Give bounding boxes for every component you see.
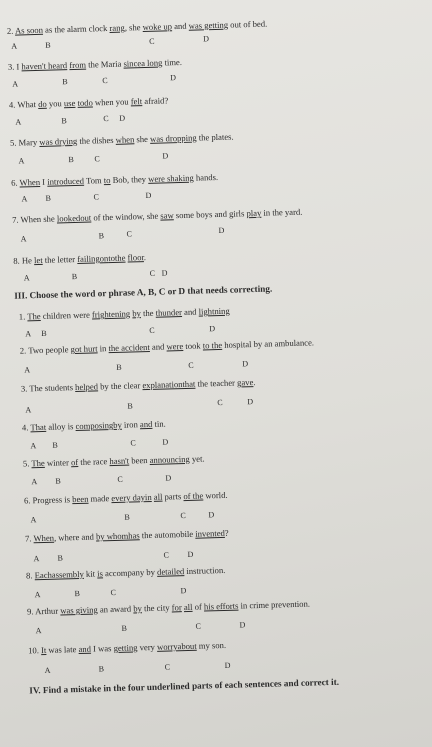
sentence-text: I was: [90, 643, 114, 654]
underlined-part: was drying: [39, 135, 78, 147]
underlined-part: when: [115, 134, 135, 145]
underlined-part: That: [30, 421, 47, 433]
option-label: A: [33, 554, 40, 564]
sentence-text: He: [21, 255, 35, 266]
underlined-part: woke up: [142, 21, 173, 33]
sentence-text: What: [17, 98, 39, 110]
sentence-text: 5.: [22, 458, 32, 469]
sentence-text: been: [128, 455, 150, 466]
sentence-text: very: [137, 641, 158, 653]
exercise-sentence: [21, 372, 432, 394]
option-label: D: [208, 510, 215, 520]
underlined-part: rang: [109, 22, 125, 33]
option-label: D: [162, 151, 169, 161]
sentence-text: parts: [162, 491, 184, 502]
option-label: C: [110, 587, 117, 598]
sentence-text: 10.: [28, 645, 42, 656]
underlined-part: detailed: [156, 566, 185, 577]
sentence-text: I: [16, 61, 22, 72]
sentence-text: 8.: [13, 255, 23, 266]
sentence-text: , she: [124, 22, 143, 33]
underlined-part: by: [133, 603, 143, 614]
option-label: B: [124, 512, 130, 522]
underlined-part: by: [132, 308, 142, 319]
underlined-part: and: [139, 418, 153, 430]
sentence-text: 1.: [18, 311, 28, 322]
underlined-part: invented: [195, 527, 225, 539]
exercise-sentence: [20, 334, 432, 356]
sentence-text: alloy is: [46, 421, 76, 432]
underlined-part: Eachassembly: [34, 568, 84, 581]
exercise-sentence: [23, 447, 432, 469]
sentence-text: in: [97, 343, 109, 354]
exercise-sentence: [8, 50, 432, 72]
option-label: C: [117, 474, 123, 484]
underlined-part: sincea long: [123, 57, 163, 69]
option-label: B: [45, 40, 51, 50]
section-heading: [29, 673, 432, 695]
exercise-sentence: [28, 633, 432, 655]
underlined-part: The: [27, 310, 41, 322]
underlined-part: thunder: [155, 307, 183, 318]
option-label: B: [74, 589, 81, 599]
option-label: C: [180, 511, 186, 521]
option-label: C: [163, 550, 170, 560]
underlined-part: floor: [127, 252, 144, 263]
option-label: B: [121, 623, 128, 633]
sentence-text: made: [88, 493, 112, 504]
underlined-part: all: [183, 601, 193, 613]
underlined-part: on: [99, 253, 109, 264]
sentence-text: 3.: [7, 61, 17, 72]
underlined-part: were shaking: [148, 172, 194, 184]
option-label: A: [18, 156, 25, 166]
option-label: B: [116, 362, 122, 372]
sentence-text: Tom: [83, 175, 104, 186]
option-label: D: [203, 34, 210, 44]
option-label: C: [217, 397, 223, 408]
sentence-text: she: [134, 133, 151, 145]
sentence-text: yet.: [189, 453, 205, 464]
underlined-part: haven't heard: [21, 60, 68, 72]
underlined-part: and: [78, 643, 92, 655]
underlined-part: of: [70, 456, 79, 468]
sentence-text: you: [46, 98, 65, 109]
underlined-part: When: [33, 532, 55, 544]
option-label: A: [31, 477, 38, 487]
option-label: A: [25, 405, 32, 415]
sentence-text: of the window, she: [91, 210, 161, 223]
option-label: A: [15, 117, 22, 127]
option-label: D: [119, 113, 126, 123]
underlined-part: saw: [160, 210, 174, 221]
underlined-part: by whomhas: [95, 530, 140, 542]
option-label: D: [145, 190, 152, 201]
sentence-text: by the clear: [97, 380, 143, 392]
underlined-part: play: [246, 207, 262, 219]
underlined-part: is: [97, 568, 104, 579]
option-label: A: [35, 626, 42, 636]
option-label: B: [68, 155, 74, 165]
underlined-part: do: [37, 98, 47, 109]
sentence-text: out of bed.: [227, 18, 268, 30]
sentence-text: and: [181, 306, 199, 318]
underlined-part: from: [69, 59, 87, 71]
sentence-text: When she: [20, 213, 57, 225]
underlined-part: It: [40, 644, 47, 656]
option-label: B: [45, 193, 52, 203]
underlined-part: helped: [74, 381, 99, 393]
sentence-text: iron: [121, 419, 141, 430]
option-label: A: [30, 515, 37, 525]
sentence-text: hospital by an ambulance.: [221, 337, 315, 350]
sentence-text: the plates.: [196, 131, 234, 143]
sentence-text: in the yard.: [261, 206, 303, 218]
sentence-text: hands.: [193, 171, 219, 183]
sentence-text: an award: [97, 603, 134, 615]
exercise-sentence: [19, 300, 432, 322]
exercise-sentence: [13, 244, 432, 266]
option-label: A: [23, 273, 30, 283]
option-label: C: [195, 621, 202, 631]
exercise-sentence: [7, 14, 432, 36]
underlined-part: getting: [113, 642, 138, 654]
underlined-part: got hurt: [70, 343, 98, 355]
sentence-text: and: [171, 20, 189, 32]
sentence-text: .: [143, 252, 147, 263]
sentence-text: the teacher: [195, 377, 238, 389]
option-label: C: [188, 360, 194, 370]
sentence-text: the automobile: [139, 528, 196, 541]
sentence-text: 5.: [9, 137, 19, 148]
sentence-text: tin.: [152, 418, 166, 429]
option-label: B: [52, 440, 58, 450]
underlined-part: explanationthat: [142, 378, 196, 391]
option-label: D: [247, 397, 254, 407]
exercise-sentence: [27, 594, 432, 616]
option-label: A: [24, 365, 31, 375]
underlined-part: all: [153, 491, 163, 502]
underlined-part: When: [19, 176, 41, 188]
sentence-text: the race: [78, 456, 110, 467]
exercise-sentence: [24, 484, 432, 506]
exercise-sentence: [22, 411, 432, 433]
option-label: C: [130, 438, 136, 448]
option-label: B: [98, 231, 105, 241]
option-label: B: [127, 401, 133, 411]
sentence-text: instruction.: [184, 564, 226, 577]
sentence-text: 8.: [25, 570, 35, 581]
option-label: D: [209, 324, 216, 334]
underlined-part: tothe: [108, 252, 126, 264]
underlined-part: announcing: [149, 453, 190, 465]
sentence-text: III. Choose the word or phrase A, B, C or D that needs correcting.: [14, 283, 273, 301]
option-label: B: [41, 328, 47, 338]
underlined-part: introduced: [47, 175, 85, 187]
underlined-part: to: [103, 174, 111, 186]
sentence-text: 2.: [6, 25, 16, 36]
underlined-part: frightening: [91, 308, 131, 320]
sentence-text: the Maria: [85, 58, 124, 70]
option-label: A: [30, 441, 37, 451]
sentence-text: the letter: [42, 253, 78, 265]
sentence-text: ?: [224, 527, 229, 538]
exercise-sentence: [9, 88, 432, 110]
underlined-part: As soon: [14, 24, 44, 36]
option-label: C: [94, 154, 100, 164]
option-label: C: [102, 76, 108, 86]
exercise-sentence: [26, 558, 432, 580]
underlined-part: felt: [130, 96, 143, 107]
option-label: D: [187, 549, 194, 559]
sentence-text: took: [183, 340, 203, 352]
underlined-part: lookedout: [56, 212, 92, 224]
exercise-sentence: [10, 126, 432, 148]
underlined-part: were: [166, 341, 184, 352]
option-label: A: [44, 665, 51, 676]
underlined-part: been: [72, 493, 89, 505]
option-label: A: [11, 41, 18, 51]
exercise-sentence: [25, 522, 432, 544]
underlined-part: use: [63, 97, 76, 109]
option-label: A: [21, 194, 28, 204]
option-label: C: [164, 662, 171, 672]
option-label: D: [242, 359, 249, 369]
option-label: B: [71, 271, 78, 282]
exercise-sentence: [11, 166, 432, 188]
sentence-text: world.: [203, 489, 228, 501]
option-label: A: [25, 329, 32, 339]
option-label: D: [162, 437, 169, 447]
underlined-part: worryabout: [156, 640, 197, 652]
underlined-part: composingby: [75, 419, 122, 432]
sentence-text: accompany by: [102, 566, 158, 579]
option-label: D: [218, 225, 225, 235]
sentence-text: 4.: [21, 422, 31, 433]
underlined-part: the accident: [108, 341, 150, 354]
sentence-text: my son.: [196, 639, 227, 651]
sentence-text: the city: [141, 602, 172, 614]
option-label: B: [55, 476, 61, 486]
sentence-text: 7.: [24, 533, 34, 544]
option-label: A: [12, 79, 19, 89]
underlined-part: The: [31, 457, 45, 469]
sentence-text: .: [253, 377, 256, 388]
option-label: A: [34, 590, 41, 600]
underlined-part: every dayin: [111, 491, 152, 504]
sentence-text: when you: [92, 96, 131, 108]
underlined-part: gave: [236, 377, 254, 388]
sentence-text: , where and: [53, 531, 97, 543]
sentence-text: 7.: [12, 214, 21, 225]
option-label: D: [239, 620, 246, 630]
option-label: B: [57, 553, 64, 563]
underlined-part: for: [171, 602, 182, 613]
option-label: D: [180, 586, 187, 596]
option-label: A: [20, 234, 27, 244]
option-label: C: [126, 229, 133, 239]
sentence-text: winter: [44, 457, 72, 468]
option-label: B: [98, 664, 105, 674]
underlined-part: was giving: [60, 604, 98, 616]
sentence-text: was late: [46, 644, 79, 655]
underlined-part: lightning: [198, 305, 230, 317]
underlined-part: to the: [202, 339, 223, 351]
option-label: C: [149, 36, 155, 46]
sentence-text: I: [39, 176, 48, 187]
sentence-text: 6.: [10, 177, 20, 188]
underlined-part: failing: [77, 253, 100, 264]
sentence-text: afraid?: [142, 95, 169, 107]
option-label: B: [61, 116, 67, 126]
underlined-part: todo: [77, 97, 93, 108]
sentence-text: the: [140, 307, 156, 319]
option-label: C: [149, 325, 155, 335]
option-label: C: [149, 268, 156, 278]
option-label: D: [161, 268, 168, 278]
sentence-text: 2. Two people: [19, 344, 71, 356]
option-label: D: [165, 473, 172, 483]
sentence-text: time.: [162, 56, 183, 68]
option-label: C: [93, 192, 100, 202]
underlined-part: was dropping: [149, 132, 197, 144]
sentence-text: Bob, they: [110, 173, 149, 185]
underlined-part: was getting: [188, 19, 229, 31]
sentence-text: Mary: [18, 136, 40, 148]
sentence-text: kit: [83, 568, 98, 579]
sentence-text: 3. The students: [20, 382, 76, 394]
section-heading: [14, 279, 432, 301]
sentence-text: in crime prevention.: [238, 598, 311, 611]
option-label: B: [62, 77, 68, 87]
sentence-text: and: [149, 341, 167, 352]
sentence-text: some boys and girls: [173, 208, 247, 221]
sentence-text: IV. Find a mistake in the four underlined parts of each sentences and correct it.: [29, 676, 340, 696]
underlined-part: hasn't: [109, 455, 130, 467]
sentence-text: of: [192, 601, 205, 612]
sentence-text: as the alarm clock: [42, 22, 110, 35]
underlined-part: his efforts: [203, 600, 239, 612]
underlined-part: let: [33, 254, 43, 266]
option-label: D: [224, 660, 231, 670]
exercise-sentence: [12, 203, 432, 225]
sentence-text: children were: [40, 309, 93, 321]
sentence-text: 4.: [8, 99, 18, 110]
underlined-part: of the: [183, 490, 204, 502]
sentence-text: 6. Progress is: [23, 494, 73, 506]
sentence-text: 9. Arthur: [26, 605, 61, 617]
sentence-text: the dishes: [77, 134, 116, 146]
option-label: D: [170, 73, 177, 83]
option-label: C: [103, 114, 109, 124]
